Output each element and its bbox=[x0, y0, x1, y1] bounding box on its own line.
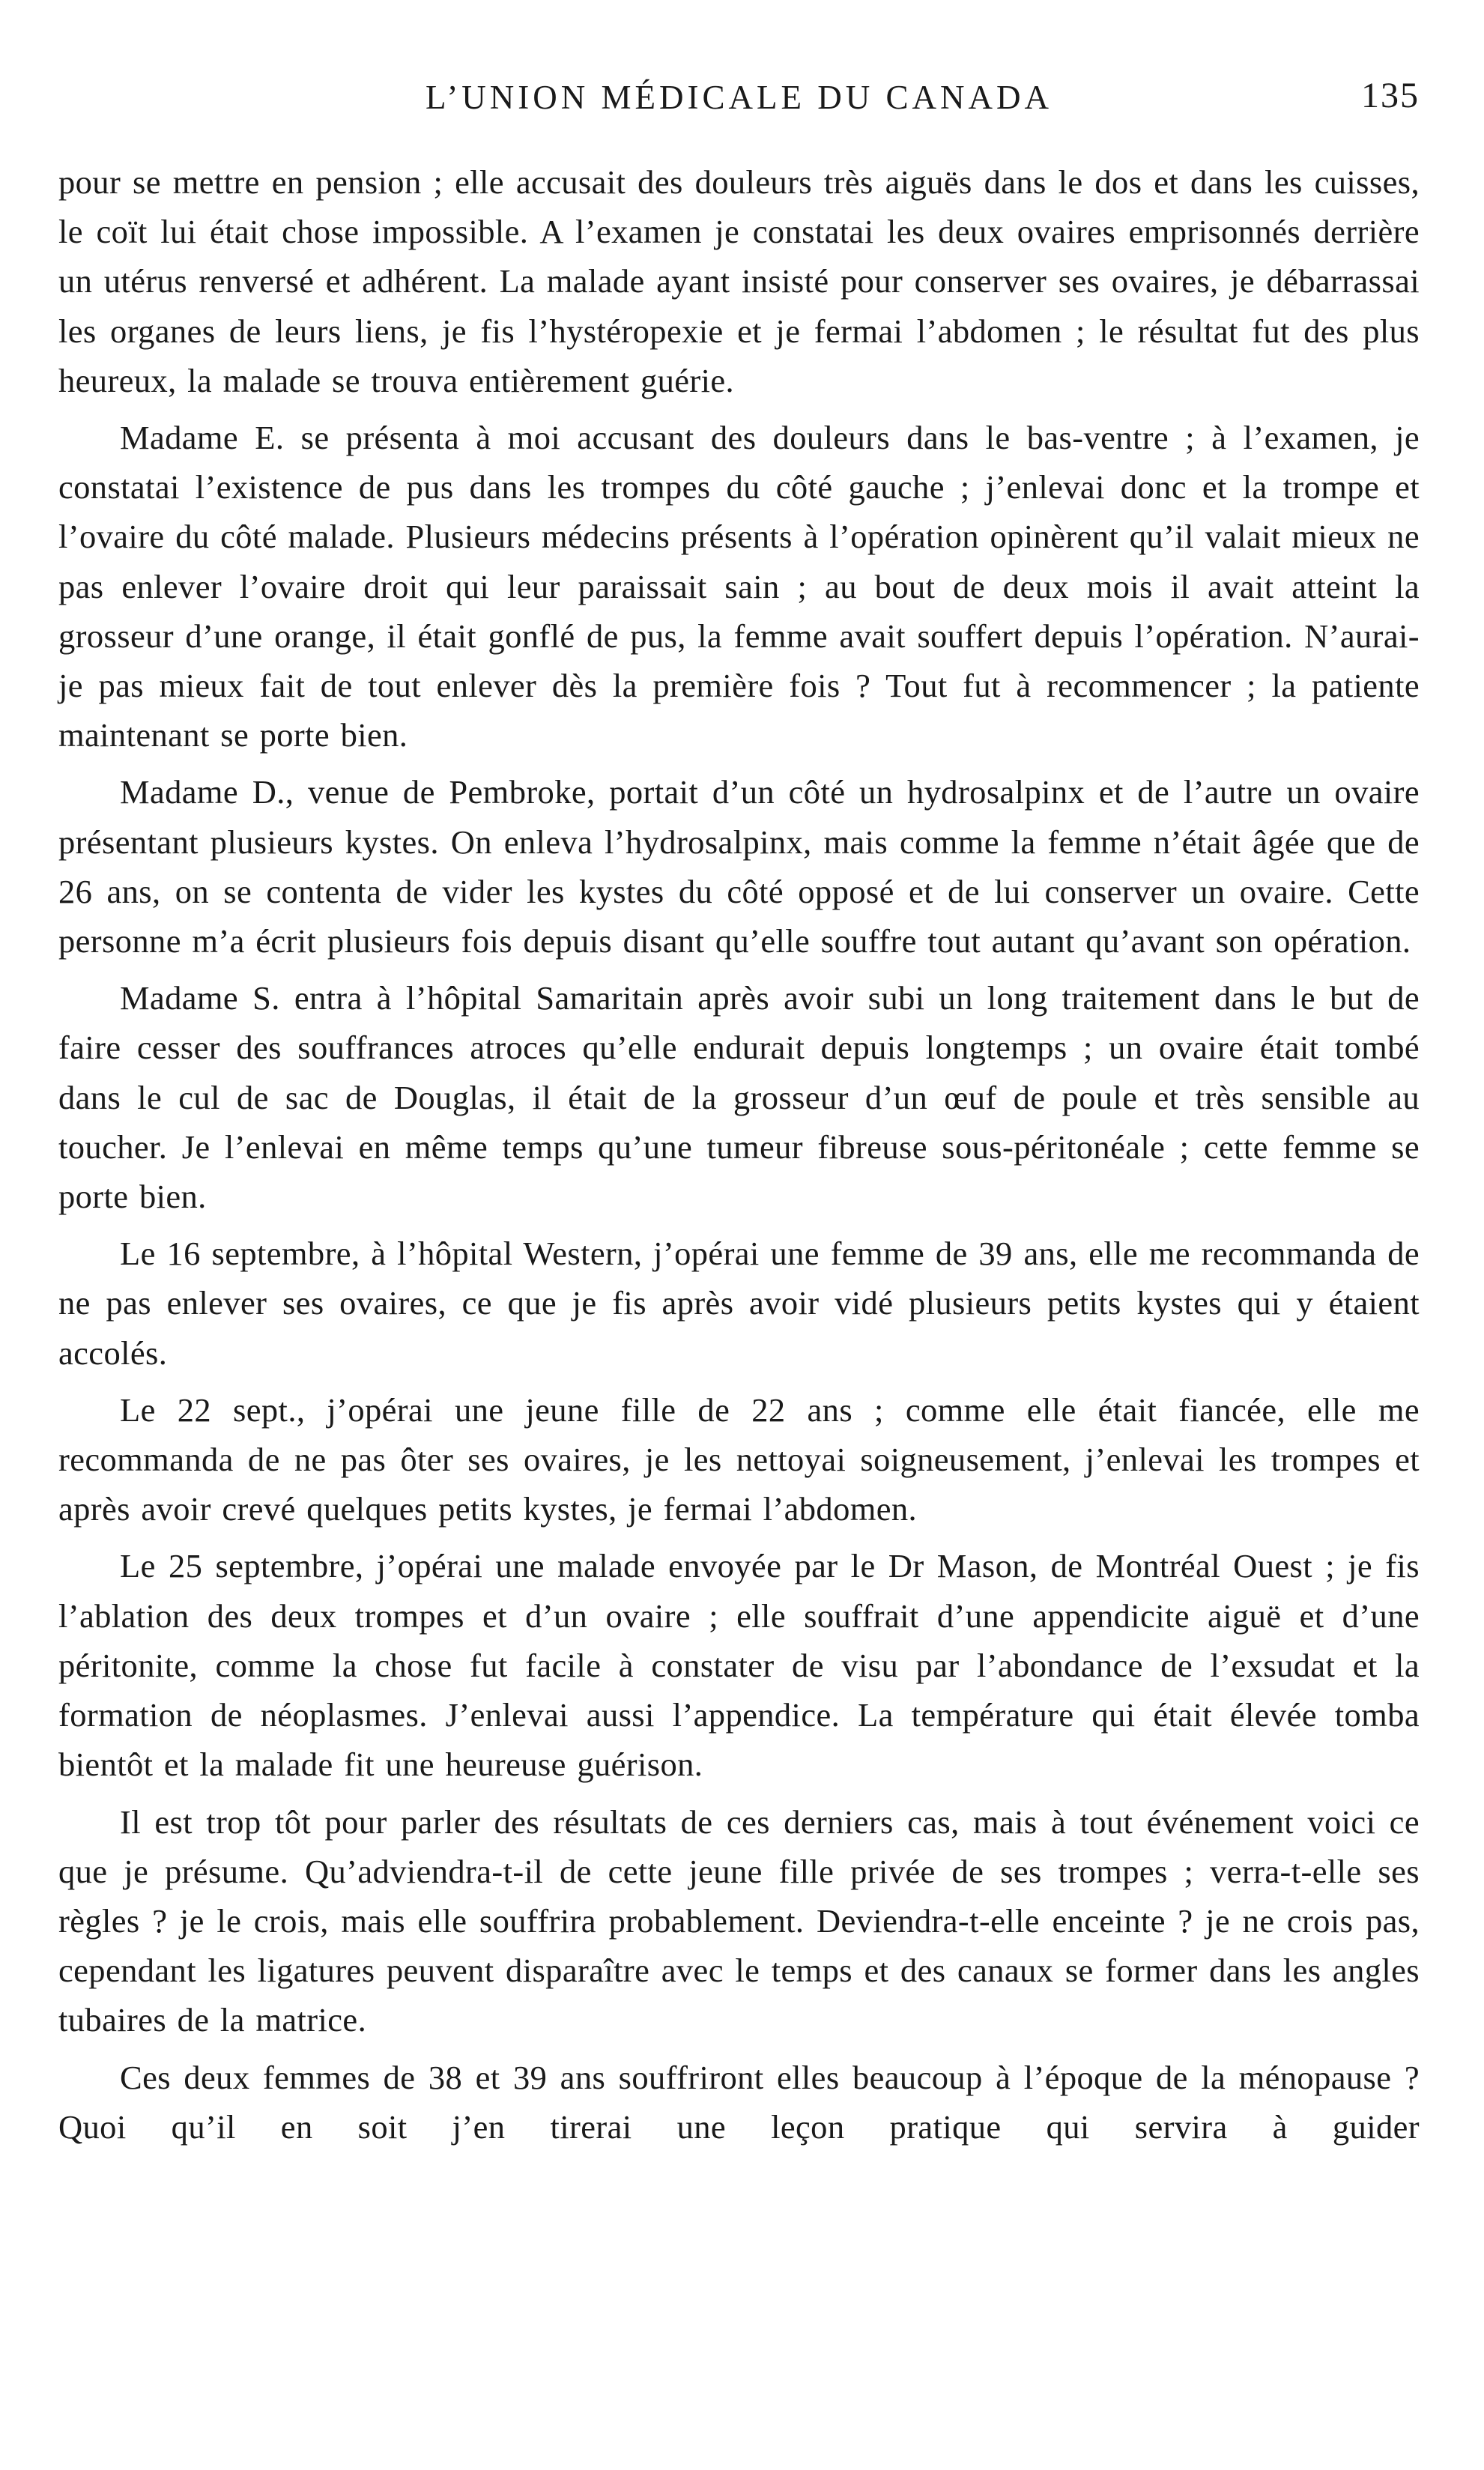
paragraph-madame-e: Madame E. se présenta à moi accusant des douleurs dans le bas-ventre ; à l’examen, je constatai l’existence de pus dans les trompes du côté gauche ; j’enlevai donc et la trompe et l’ovaire du côté malade. Plusieurs médecins présents à l’opération opinèrent qu’il valait mieux ne pas enlever l’ovaire droit qui leur paraissait sain ; au bout de deux mois il avait atteint la grosseur d’une orange, il était gonflé de pus, la femme avait souffert depuis l’opération. N’aurai-je pas mieux fait de tout enlever dès la première fois ? Tout fut à recommencer ; la patiente maintenant se porte bien. bbox=[58, 419, 1420, 754]
page-number: 135 bbox=[1361, 76, 1420, 115]
paragraph-25-septembre: Le 25 septembre, j’opérai une malade envoyée par le Dr Mason, de Montréal Ouest ; je fis l’ablation des deux trompes et d’un ovaire ; elle souffrait d’une appendicite aiguë et d’une péritonite, comme la chose fut facile à constater de visu par l’abondance de l’exsudat et la formation de néoplasmes. J’enlevai aussi l’appendice. La température qui était élevée tomba bientôt et la malade fit une heureuse guérison. bbox=[58, 1547, 1420, 1784]
paragraph-madame-d: Madame D., venue de Pembroke, portait d’un côté un hydrosalpinx et de l’autre un ovaire présentant plusieurs kystes. On enleva l’hydrosalpinx, mais comme la femme n’était âgée que de 26 ans, on se contenta de vider les kystes du côté opposé et de lui conserver un ovaire. Cette personne m’a écrit plusieurs fois depuis disant qu’elle souffre tout autant qu’avant son opération. bbox=[58, 773, 1420, 960]
running-header bbox=[58, 72, 1420, 123]
paragraph-menopause: Ces deux femmes de 38 et 39 ans souffriront elles beaucoup à l’époque de la ménopause ? Quoi qu’il en soit j’en tirerai une leçon pratique qui servira à guider bbox=[58, 2058, 1420, 2146]
journal-title: L’UNION MÉDICALE DU CANADA bbox=[425, 79, 1053, 116]
paragraph-madame-s: Madame S. entra à l’hôpital Samaritain après avoir subi un long traitement dans le but de faire cesser des souffrances atroces qu’elle endurait depuis longtemps ; un ovaire était tombé dans le cul de sac de Douglas, il était de la grosseur d’un œuf de poule et très sensible au toucher. Je l’enlevai en même temps qu’une tumeur fibreuse sous-péritonéale ; cette femme se porte bien. bbox=[58, 979, 1420, 1216]
paragraph-resultats: Il est trop tôt pour parler des résultats de ces derniers cas, mais à tout événement voici ce que je présume. Qu’adviendra-t-il de cette jeune fille privée de ses trompes ; verra-t-elle ses règles ? je le crois, mais elle souffrira probablement. Deviendra-t-elle enceinte ? je ne crois pas, cependant les ligatures peuvent disparaître avec le temps et des canaux se former dans les angles tubaires de la matrice. bbox=[58, 1802, 1420, 2039]
paragraph-16-septembre: Le 16 septembre, à l’hôpital Western, j’opérai une femme de 39 ans, elle me recommanda de ne pas enlever ses ovaires, ce que je fis après avoir vidé plusieurs petits kystes qui y étaient accolés. bbox=[58, 1235, 1420, 1372]
paragraph-continued: pour se mettre en pension ; elle accusait des douleurs très aiguës dans le dos et dans les cuisses, le coït lui était chose impossible. A l’examen je constatai les deux ovaires emprisonnés derrière un utérus renversé et adhérent. La malade ayant insisté pour conserver ses ovaires, je débarrassai les organes de leurs liens, je fis l’hystéropexie et je fermai l’abdomen ; le résultat fut des plus heureux, la malade se trouva entièrement guérie. bbox=[58, 163, 1420, 399]
article-body bbox=[58, 157, 1420, 2152]
paragraph-22-sept: Le 22 sept., j’opérai une jeune fille de 22 ans ; comme elle était fiancée, elle me recommanda de ne pas ôter ses ovaires, je les nettoyai soigneusement, j’enlevai les trompes et après avoir crevé quelques petits kystes, je fermai l’abdomen. bbox=[58, 1390, 1420, 1528]
